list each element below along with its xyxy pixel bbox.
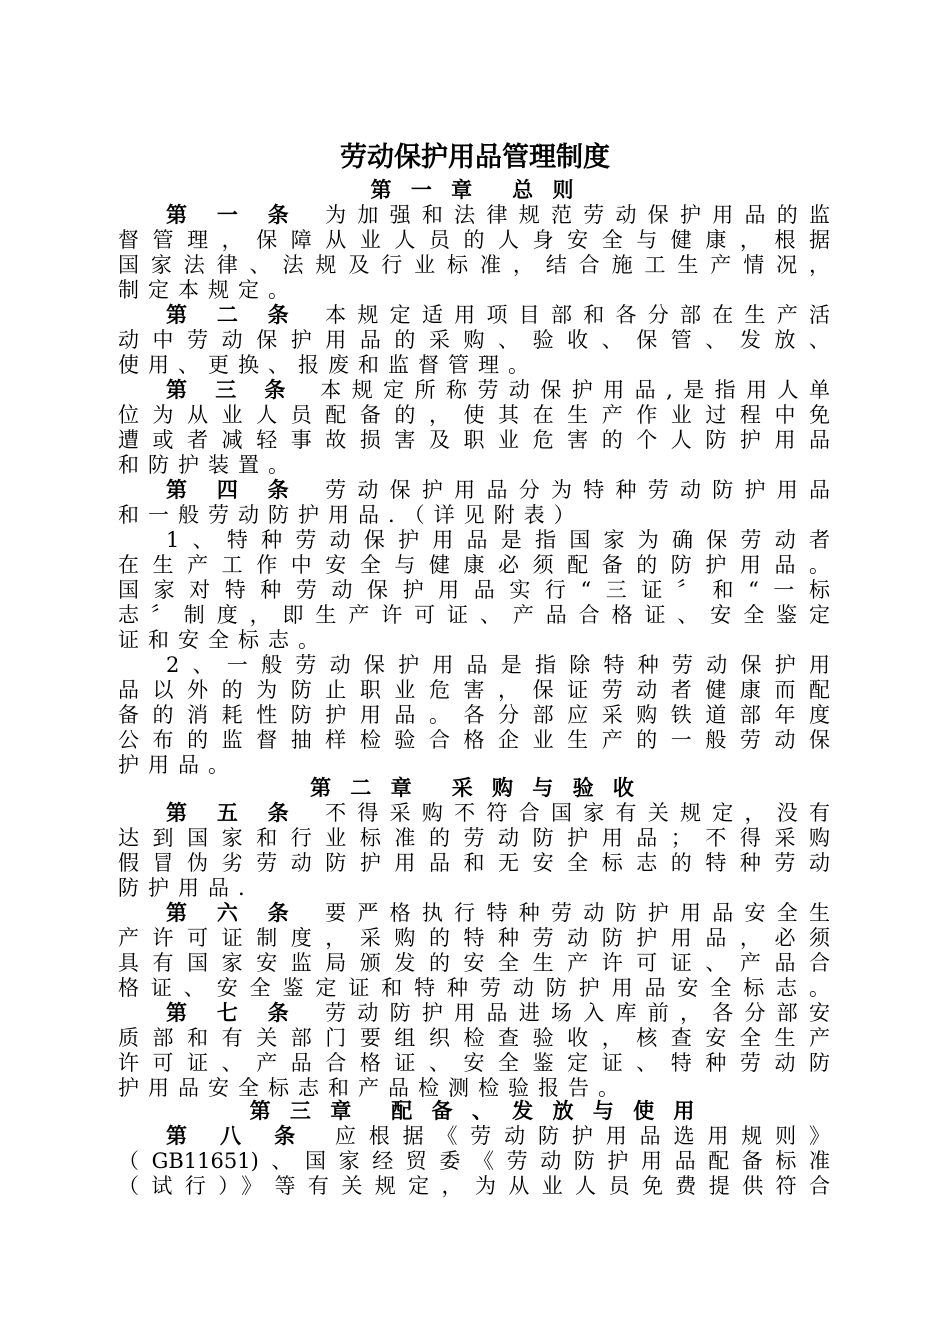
article-label: 第 八 条 (166, 1123, 308, 1148)
chapter-number: 第 三 章 (249, 1098, 358, 1123)
article-line: （GB11651)、国家经贸委《劳动防护用品配备标准 (118, 1149, 830, 1173)
article-label: 第 六 条 (166, 900, 300, 925)
article-line: 制定本规定。 (118, 278, 298, 302)
article-label: 第 三 条 (166, 377, 296, 402)
article-line: 护用品。 (118, 753, 238, 777)
article-line: 1、特种劳动保护用品是指国家为确保劳动者 (166, 528, 830, 552)
article-line: 2、一般劳动保护用品是指除特种劳动保护用 (166, 653, 830, 677)
article-line: 第 一 条 为加强和法律规范劳动保护用品的监 (166, 202, 830, 227)
article-line: 国家对特种劳动保护用品实行“三证〞和“一标 (118, 578, 830, 602)
article-line: 第 四 条 劳动保护用品分为特种劳动防护用品 (166, 477, 830, 502)
article-label: 第 四 条 (166, 477, 300, 502)
article-line: 质部和有关部门要组织检查验收，核查安全生产 (118, 1026, 830, 1050)
article-label: 第 二 条 (166, 302, 300, 327)
article-line: 和一般劳动防护用品.（详见附表） (118, 503, 584, 527)
article-line: 第 八 条 应根据《劳动防护用品选用规则》 (166, 1123, 830, 1148)
chapter-number: 第 一 章 (370, 177, 479, 202)
article-line: 第 七 条 劳动防护用品进场入库前，各分部安 (166, 1000, 830, 1025)
article-line: 格证、安全鉴定证和特种劳动防护用品安全标志。 (118, 976, 830, 1000)
chapter-name: 采 购 与 验 收 (451, 775, 640, 800)
chapter-name: 配 备 、 发 放 与 使 用 (391, 1098, 701, 1123)
article-label: 第 一 条 (166, 202, 300, 227)
article-line: 品以外的为防止职业危害，保证劳动者健康而配 (118, 678, 830, 702)
article-line: 在生产工作中安全与健康必须配备的防护用品。 (118, 553, 830, 577)
article-line: 志〞制度，即生产许可证、产品合格证、安全鉴定 (118, 603, 830, 627)
article-line: 和防护装置。 (118, 453, 298, 477)
article-line: 许可证、产品合格证、安全鉴定证、特种劳动防 (118, 1051, 830, 1075)
chapter-heading (0, 776, 950, 800)
article-line: 护用品安全标志和产品检测检验报告。 (118, 1076, 628, 1100)
article-line: 位为从业人员配备的，使其在生产作业过程中免 (118, 403, 830, 427)
article-line: 第 六 条 要严格执行特种劳动防护用品安全生 (166, 900, 830, 925)
article-line: 具有国家安监局颁发的安全生产许可证、产品合 (118, 951, 830, 975)
article-line: 产许可证制度，采购的特种劳动防护用品，必须 (118, 926, 830, 950)
article-label: 第 五 条 (166, 800, 300, 825)
article-line: 动中劳动保护用品的采购、验收、保管、发放、 (118, 328, 830, 352)
chapter-number: 第 二 章 (310, 775, 418, 800)
article-line: 备的消耗性防护用品。各分部应采购铁道部年度 (118, 703, 830, 727)
article-line: 防护用品. (118, 876, 254, 900)
chapter-heading (0, 178, 950, 202)
chapter-heading (0, 1099, 950, 1123)
article-line: 第 二 条 本规定适用项目部和各分部在生产活 (166, 302, 830, 327)
article-line: 第 五 条 不得采购不符合国家有关规定，没有 (166, 800, 830, 825)
article-line: 公布的监督抽样检验合格企业生产的一般劳动保 (118, 728, 830, 752)
article-line: 督管理，保障从业人员的人身安全与健康，根据 (118, 228, 830, 252)
article-line: 达到国家和行业标准的劳动防护用品；不得采购 (118, 826, 830, 850)
article-line: 假冒伪劣劳动防护用品和无安全标志的特种劳动 (118, 851, 830, 875)
article-line: （试行）》等有关规定，为从业人员免费提供符合 (118, 1174, 830, 1198)
chapter-name: 总 则 (512, 177, 580, 202)
document-title: 劳动保护用品管理制度 (340, 142, 610, 173)
article-line: 第 三 条 本规定所称劳动保护用品,是指用人单 (166, 377, 830, 402)
article-line: 使用、更换、报废和监督管理。 (118, 353, 538, 377)
article-label: 第 七 条 (166, 1000, 300, 1025)
article-line: 遭或者减轻事故损害及职业危害的个人防护用品 (118, 428, 830, 452)
article-line: 证和安全标志。 (118, 628, 328, 652)
article-line: 国家法律、法规及行业标准，结合施工生产情况， (118, 253, 830, 277)
